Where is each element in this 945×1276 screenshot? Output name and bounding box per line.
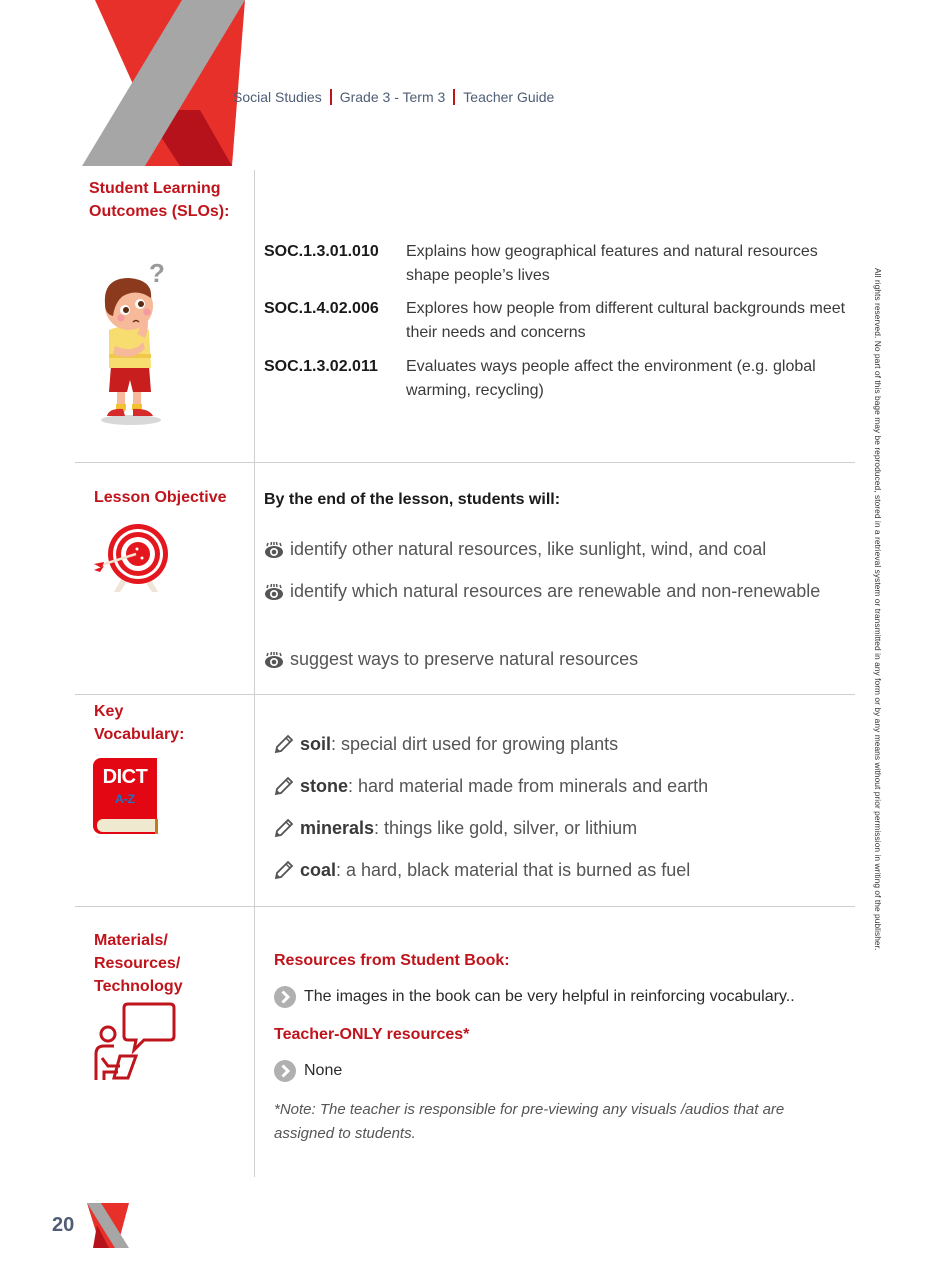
vocabulary-definition: : things like gold, silver, or lithium xyxy=(374,818,638,838)
vocabulary-label-line: Vocabulary: xyxy=(94,726,185,743)
column-divider xyxy=(254,170,255,1177)
teacher-speech-icon xyxy=(92,1000,176,1084)
book-title: DICT xyxy=(102,766,148,788)
slo-item xyxy=(264,297,854,345)
slo-item xyxy=(264,355,854,403)
slo-code: SOC.1.3.02.011 xyxy=(264,358,378,375)
materials-label xyxy=(94,929,183,998)
materials-label-line: Resources/ xyxy=(94,955,181,972)
vocabulary-term: soil xyxy=(300,734,332,754)
vocabulary-item xyxy=(274,857,690,887)
materials-label-line: Materials/ xyxy=(94,932,168,949)
objective-text: identify which natural resources are renewable and non-renewable xyxy=(290,581,821,601)
slo-label-line: Student Learning xyxy=(89,180,221,197)
materials-label-line: Technology xyxy=(94,978,183,995)
slo-code: SOC.1.3.01.010 xyxy=(264,243,379,260)
vocabulary-term: minerals xyxy=(300,818,375,838)
publisher-logo-small xyxy=(87,1203,129,1248)
pencil-icon xyxy=(274,773,300,803)
objective-label: Lesson Objective xyxy=(94,489,227,506)
teacher-only-item xyxy=(274,1060,342,1082)
breadcrumb-separator xyxy=(453,89,455,105)
slo-label-line: Outcomes (SLOs): xyxy=(89,203,230,220)
breadcrumb-guide: Teacher Guide xyxy=(463,89,555,105)
slo-description: Explains how geographical features and natural resources shape people’s lives xyxy=(406,243,818,284)
objective-text: suggest ways to preserve natural resources xyxy=(290,649,639,669)
vocabulary-item xyxy=(274,815,637,845)
page-number: 20 xyxy=(52,1214,75,1236)
slo-item xyxy=(264,240,854,288)
pencil-icon xyxy=(274,815,300,845)
vocabulary-term: coal xyxy=(300,860,337,880)
eye-icon xyxy=(264,536,290,566)
eye-icon xyxy=(264,578,290,608)
objective-item xyxy=(264,646,824,676)
student-book-item-text: The images in the book can be very helpful in reinforcing vocabulary.. xyxy=(304,988,795,1005)
slo-description: Evaluates ways people affect the environment (e.g. global warming, recycling) xyxy=(406,358,816,399)
svg-text:?: ? xyxy=(149,258,165,288)
target-arrow-icon xyxy=(92,518,172,594)
slo-label xyxy=(89,177,229,223)
student-book-heading: Resources from Student Book: xyxy=(274,952,510,969)
breadcrumb-separator xyxy=(330,89,332,105)
dictionary-book-icon xyxy=(93,758,157,834)
slo-description: Explores how people from different cultural backgrounds meet their needs and concerns xyxy=(406,300,846,341)
objective-intro: By the end of the lesson, students will: xyxy=(264,491,561,508)
vocabulary-label-line: Key xyxy=(94,703,124,720)
breadcrumb-grade: Grade 3 - Term 3 xyxy=(339,89,446,105)
vocabulary-item xyxy=(274,773,708,803)
objective-text: identify other natural resources, like sunlight, wind, and coal xyxy=(290,539,767,559)
thinking-boy-icon xyxy=(93,258,173,428)
chevron-circle-icon xyxy=(274,1060,304,1082)
row-divider xyxy=(75,694,855,695)
pencil-icon xyxy=(274,731,300,761)
vocabulary-definition: : a hard, black material that is burned as fuel xyxy=(336,860,691,880)
row-divider xyxy=(75,906,855,907)
pencil-icon xyxy=(274,857,300,887)
eye-icon xyxy=(264,646,290,676)
objective-item xyxy=(264,536,824,566)
book-subtitle: A-Z xyxy=(115,792,135,806)
publisher-logo xyxy=(0,0,250,166)
breadcrumb xyxy=(233,89,554,105)
vocabulary-definition: : hard material made from minerals and earth xyxy=(348,776,709,796)
chevron-circle-icon xyxy=(274,986,304,1008)
objective-item xyxy=(264,578,824,608)
vocabulary-term: stone xyxy=(300,776,349,796)
student-book-item xyxy=(274,986,795,1008)
breadcrumb-subject: Social Studies xyxy=(233,89,322,105)
copyright-notice: All rights reserved. No part of this bage may be reproduced, stored in a retrieval system or transmitted in any form or by any means without prior permission in writing of the publisher. xyxy=(873,268,883,951)
teacher-only-heading: Teacher-ONLY resources* xyxy=(274,1026,470,1043)
materials-note: *Note: The teacher is responsible for pre-viewing any visuals /audios that are assigned to students. xyxy=(274,1101,785,1142)
vocabulary-definition: : special dirt used for growing plants xyxy=(331,734,619,754)
teacher-only-item-text: None xyxy=(304,1062,343,1079)
row-divider xyxy=(75,462,855,463)
vocabulary-label xyxy=(94,700,184,746)
slo-code: SOC.1.4.02.006 xyxy=(264,300,379,317)
vocabulary-item xyxy=(274,731,618,761)
